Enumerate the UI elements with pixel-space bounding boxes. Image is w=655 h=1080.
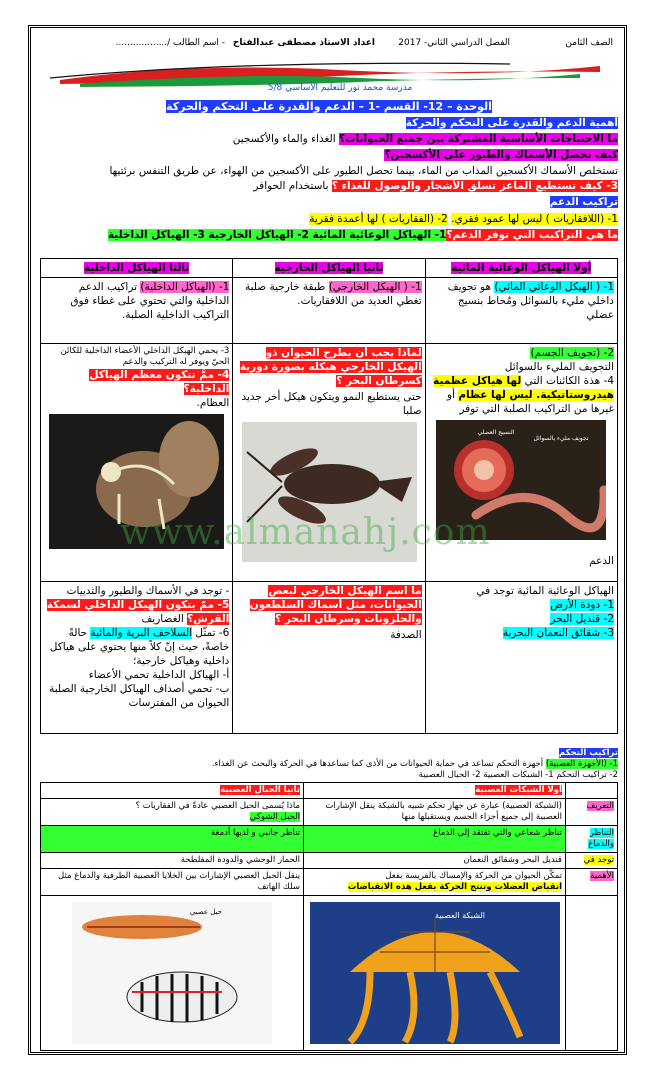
jellyfish-image xyxy=(310,902,560,1044)
molting-question: لماذا يجب أن يطرح الحيوان ذو الهيكل الخارجي هيكله بصورة دورية كسرطان البحر ؟ xyxy=(239,347,422,387)
hydro-item-1: 1- دودة الأرض xyxy=(550,599,614,611)
intro-section xyxy=(40,100,618,242)
turtle-text: حالةً خاصةً، حيث إنّ كلاً منها يحتوي على هياكل داخلية وهياكل خارجية؛ xyxy=(49,627,230,667)
q2-answer: الغذاء والماء والأكسجين xyxy=(232,133,336,145)
row1-exoskeleton xyxy=(233,278,425,344)
turtle-point-a: أ- الهياكل الداخلية تحمي الأعضاء xyxy=(88,669,230,681)
shell-answer: الصدفة xyxy=(390,629,422,641)
hydro-item-2: 2- قنديل البحر xyxy=(550,613,614,625)
zebra-worm-image xyxy=(72,902,272,1044)
hydro-end: الدعم xyxy=(589,555,614,567)
q3-question: كيف تحصل الأسماك والطيور على الأكسجين؟ xyxy=(384,149,618,161)
nerve-net-header: أولا الشبكات العصبية xyxy=(475,785,562,795)
q1-heading: أهمية الدعم والقدرة على التحكم والحركة xyxy=(405,117,618,129)
nerve-net-definition: (الشبكة العصبية) عبارة عن جهاز تحكم شبيه بالشبكة ينقل الإشارات العصبية إلى جميع أجزاء الجسم ويستقبلها منها xyxy=(304,799,566,826)
watermark: www.almanahj.com xyxy=(120,512,491,553)
exo-label: 1- ( الهيكل الخارجي) xyxy=(328,281,422,293)
row3-exoskeleton xyxy=(233,582,425,734)
nerve-cord-symmetry: تناظر جانبي و لديها أدمغة xyxy=(41,826,304,853)
q4-question: 3- كيف تستطيع الماعز تسلق الأشجار والوصول للغذاء ؟ xyxy=(331,180,618,192)
support-table-section xyxy=(40,258,618,734)
worm-caption: تجويف مليء بالسوائل xyxy=(533,435,589,442)
endo-found-in: - توجد في الأسماك والطيور والثدييات xyxy=(66,585,230,597)
nervous-system-label: 1- (الأجهزة العصبية) xyxy=(545,759,618,769)
body-cavity-text: التجويف المليء بالسوائل xyxy=(504,361,614,373)
banner-text: مدرسة محمد نور للتعليم الأساسي 5/8 xyxy=(267,83,413,92)
row3-hydrostatic xyxy=(425,582,617,734)
shell-question: ما اسم الهيكل الخارجي لبعض الحيوانات، مثل أسماك السلطعون والحلزونات وسرطان البحر ؟ xyxy=(249,585,422,625)
header-hydrostatic: أولا الهياكل الوعائية المائية xyxy=(451,262,592,274)
nerve-cord-answer: الحبل الشوكي xyxy=(249,812,300,822)
control-heading: تراكيب التحكم xyxy=(558,748,618,758)
support-types-answer: 1- الهياكل الوعائية المائية 2- الهياكل الخارجية 3- الهياكل الداخلية xyxy=(107,229,447,241)
nervous-system-text: أجهزة التحكم تساعد في حماية الحيوانات من الأذى كما تساعدها في الحركة والبحث عن الغذاء. xyxy=(211,759,546,769)
hydro-found-in: الهياكل الوعائية المائية توجد في xyxy=(476,585,614,597)
worm-label: النسيج العضلي xyxy=(477,429,515,436)
turtle-highlight: السلاحف البرية والمائية xyxy=(90,627,193,639)
grade-label: الصف الثامن xyxy=(565,38,613,48)
school-banner-logo xyxy=(40,58,615,92)
nerve-cord-importance: ينقل الحبل العصبي الإشارات بين الخلايا العصبية الطرفية والدماغ مثل سلك الهاتف xyxy=(41,869,304,896)
control-section xyxy=(40,748,618,1051)
endo-text: تراكيب الدعم الداخلية والتي تحتوي على غطاء فوق التراكيب الداخلية الصلبة. xyxy=(70,281,230,321)
nerve-net-importance: تمكّن الحيوان من الحركة والإمساك بالفريسة بفعل xyxy=(385,871,562,881)
turtle-intro: 6- تمثّل xyxy=(192,627,230,639)
teacher-label: اعداد الاستاذ مصطفى عبدالفتاح xyxy=(232,38,375,48)
row-definition-label: التعريف xyxy=(586,801,614,811)
hydro-label: 1- ( الهيكل الوعائي المائي) xyxy=(494,281,614,293)
endo-composition-question: 4- ممَّ تتكون معظم الهياكل الداخلية؟ xyxy=(89,369,230,395)
nerve-net-importance-highlight: انقباض العضلات وتنتج الحركة بفعل هذه الانقباضات xyxy=(347,882,562,892)
shark-answer: الغضاريف xyxy=(141,613,188,625)
body-cavity-label: 2- (تجويف الجسم) xyxy=(530,347,614,359)
hydro-4-end: أو غيرها من التراكيب الصلبة التي توفر xyxy=(447,389,614,415)
support-heading: تراكيب الدعم xyxy=(549,196,618,208)
nerve-cord-label: حبل عصبي xyxy=(189,908,222,916)
hydro-4-highlight: لها هياكل عظمية هيدروستاتيكية. ليس لها عظام xyxy=(433,375,614,401)
q3-answer: تستخلص الأسماك الأكسجين المذاب من الماء، بينما تحصل الطيور على الأكسجين من الهواء، عن طريق التنفس برئتيها xyxy=(109,165,618,177)
student-name-field[interactable]: - اسم الطالب /.................. xyxy=(115,38,225,48)
row-found-in-label: توجد في xyxy=(583,855,614,865)
vertebrates-line: 2- (الفقاريات ) لها أعمدة فقرية xyxy=(309,213,448,225)
nerve-cord-found-in: الحمار الوحشي والدودة المفلطحة xyxy=(41,853,304,869)
endo-protect-text: 3- يحمي الهيكل الداخلي الأعضاء الداخلية للكائن الحيّ ويوفر له التركيب والدعم xyxy=(60,346,230,367)
exo-text: طبقة خارجية صلبة تغطي العديد من اللافقاريات. xyxy=(244,281,422,307)
support-types-question: ما هي التراكيب التي توفر الدعم؟ xyxy=(446,229,618,241)
hydro-4-intro: 4- هذة الكائنات التي xyxy=(521,375,614,387)
nerve-net-label: الشبكة العصبية xyxy=(434,911,485,920)
q4-answer: باستخدام الحوافر xyxy=(253,180,329,192)
term-label: الفصل الدراسي الثاني- 2017 xyxy=(398,38,510,48)
control-structures-table xyxy=(40,782,618,1051)
row-symmetry-label: التناظر والدماغ xyxy=(588,828,614,849)
control-types-line: 2- تراكيب التحكم 1- الشبكات العصبية 2- الحبال العصبية xyxy=(418,770,618,780)
nerve-net-found-in: قنديل البحر وشقائق النعمان xyxy=(304,853,566,869)
unit-title: الوحدة – 12- القسم -1 – الدعم والقدرة على التحكم والحركة xyxy=(166,100,492,113)
q2-question: ما الاحتياجات الأساسية المشتركة بين جميع الحيوانات؟ xyxy=(338,133,618,145)
row-importance-label: الأهمية xyxy=(590,871,614,881)
header-exoskeleton: ثانيا الهياكل الخارجية xyxy=(274,262,384,274)
turtle-point-b: ب- تحمي أصداف الهياكل الخارجية الصلبة الحيوان من المفترسات xyxy=(49,683,230,709)
page-header xyxy=(40,38,615,52)
row1-endoskeleton xyxy=(41,278,233,344)
shark-question: 5- ممّ يتكون الهيكل الداخلي لسمكة القرش؟ xyxy=(46,599,230,625)
row1-hydrostatic xyxy=(425,278,617,344)
invertebrates-line: 1- (اللافقاريات ) ليس لها عمود فقري. xyxy=(451,213,618,225)
endo-composition-answer: العظام. xyxy=(196,397,230,409)
hydro-item-3: 3- شقائق النعمان البحرية xyxy=(502,627,614,639)
nerve-cord-header: ثانيا الحبال العصبية xyxy=(220,785,300,795)
row3-endoskeleton xyxy=(41,582,233,734)
molting-answer: حتى يستطيع النمو ويتكون هيكل أخر جديد صلبا xyxy=(241,391,422,417)
nerve-cord-question: ماذا يُسمى الحبل العصبي عادةً في الفقاريات ؟ xyxy=(135,801,300,811)
header-endoskeleton: ثالثا الهياكل الداخلية xyxy=(84,262,190,274)
endo-label: 1- (الهياكل الداخلية) xyxy=(140,281,230,293)
hydro-text: هو تجويف داخلي مليء بالسوائل ومُحاط بنسيج عضلي xyxy=(447,281,614,321)
nerve-net-symmetry: تناظر شعاعي والتي تفتقد إلى الدماغ xyxy=(304,826,566,853)
support-structures-table xyxy=(40,258,618,734)
